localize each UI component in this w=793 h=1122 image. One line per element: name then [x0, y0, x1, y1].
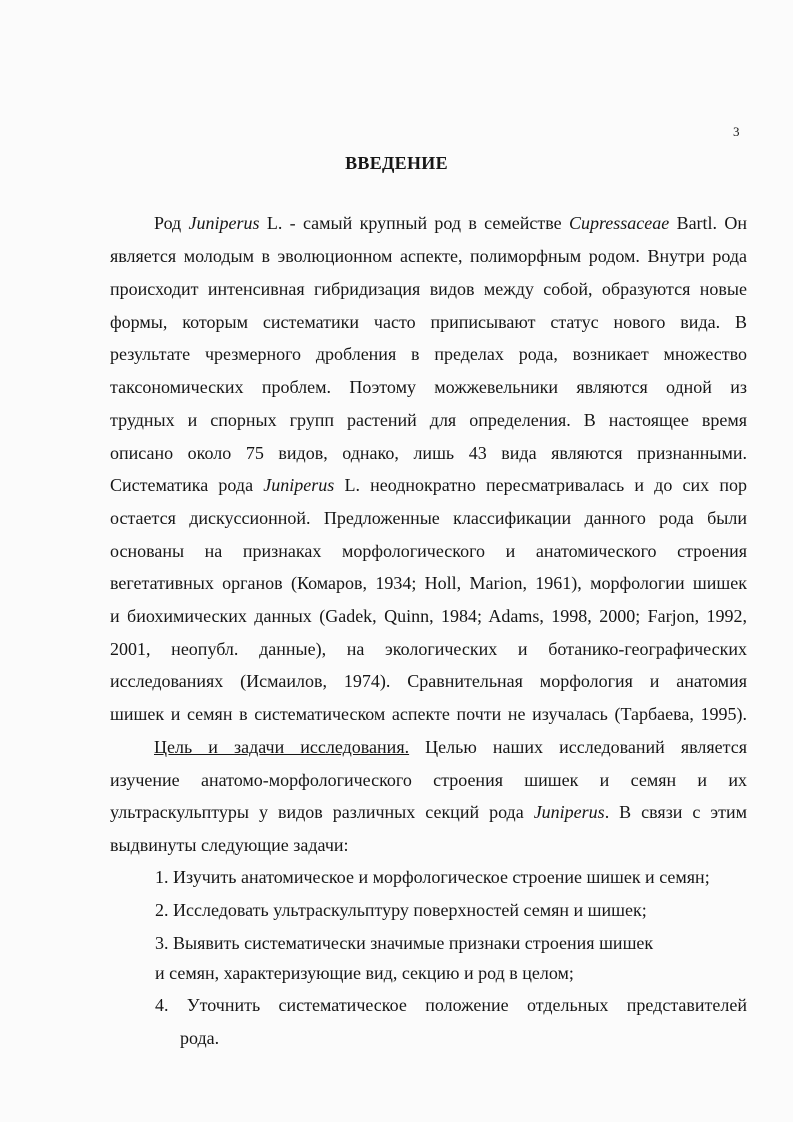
paragraph-line: результате чрезмерного дробления в пределах рода, возникает множество — [110, 344, 747, 364]
paragraph-line: основаны на признаках морфологического и анатомического строения — [110, 541, 747, 561]
paragraph-line: описано около 75 видов, однако, лишь 43 вида являются признанными. — [110, 443, 747, 463]
text: ультраскульптуры у видов различных секций рода — [110, 802, 534, 822]
text: L. неоднократно пересматривалась и до сих пор — [334, 475, 747, 495]
paragraph-line: таксономических проблем. Поэтому можжевельники являются одной из — [110, 377, 747, 397]
paragraph-line: вегетативных органов (Комаров, 1934; Holl, Marion, 1961), морфологии шишек — [110, 573, 747, 593]
genus-name: Juniperus — [263, 475, 335, 495]
list-item: 1. Изучить анатомическое и морфологическое строение шишек и семян; — [155, 867, 710, 887]
text: Систематика рода — [110, 475, 264, 495]
paragraph-line: изучение анатомо-морфологического строения шишек и семян и их — [110, 770, 747, 790]
text: Bartl. Он — [669, 213, 747, 233]
list-item: 3. Выявить систематически значимые признаки строения шишек — [155, 933, 654, 953]
paragraph-line — [110, 801, 747, 823]
page-number: 3 — [733, 124, 740, 139]
paragraph-line — [110, 736, 747, 758]
page-title: ВВЕДЕНИЕ — [345, 153, 448, 173]
list-item: 2. Исследовать ультраскульптуру поверхностей семян и шишек; — [155, 900, 647, 920]
paragraph-line — [110, 212, 747, 234]
paragraph-line: трудных и спорных групп растений для определения. В настоящее время — [110, 410, 747, 430]
paragraph-line: исследованиях (Исмаилов, 1974). Сравнительная морфология и анатомия — [110, 671, 747, 691]
section-heading: Цель и задачи исследования. — [154, 737, 410, 757]
text: Род — [154, 213, 189, 233]
paragraph-line: и биохимических данных (Gadek, Quinn, 1984; Adams, 1998, 2000; Farjon, 1992, — [110, 606, 747, 626]
family-name: Cupressaceae — [568, 213, 670, 233]
paragraph-line — [110, 474, 747, 496]
text: . В связи с этим — [604, 802, 747, 822]
genus-name: Juniperus — [533, 802, 605, 822]
genus-name: Juniperus — [188, 213, 260, 233]
paragraph-line: формы, которым систематики часто приписывают статус нового вида. В — [110, 312, 747, 332]
list-item-continuation: и семян, характеризующие вид, секцию и род в целом; — [155, 963, 574, 983]
paragraph-line: является молодым в эволюционном аспекте, полиморфным родом. Внутри рода — [110, 246, 747, 266]
paragraph-line: 2001, неопубл. данные), на экологических и ботанико-географических — [110, 639, 747, 659]
paragraph-line: остается дискуссионной. Предложенные классификации данного рода были — [110, 508, 747, 528]
text: L. - самый крупный род в семействе — [259, 213, 569, 233]
list-item: 4. Уточнить систематическое положение отдельных представителей — [155, 995, 747, 1015]
text: Целью наших исследований является — [409, 737, 747, 757]
paragraph-line: происходит интенсивная гибридизация видов между собой, образуются новые — [110, 279, 747, 299]
paragraph-line: выдвинуты следующие задачи: — [110, 835, 349, 855]
list-item-continuation: рода. — [180, 1028, 220, 1048]
paragraph-line: шишек и семян в систематическом аспекте почти не изучалась (Тарбаева, 1995). — [110, 704, 747, 724]
